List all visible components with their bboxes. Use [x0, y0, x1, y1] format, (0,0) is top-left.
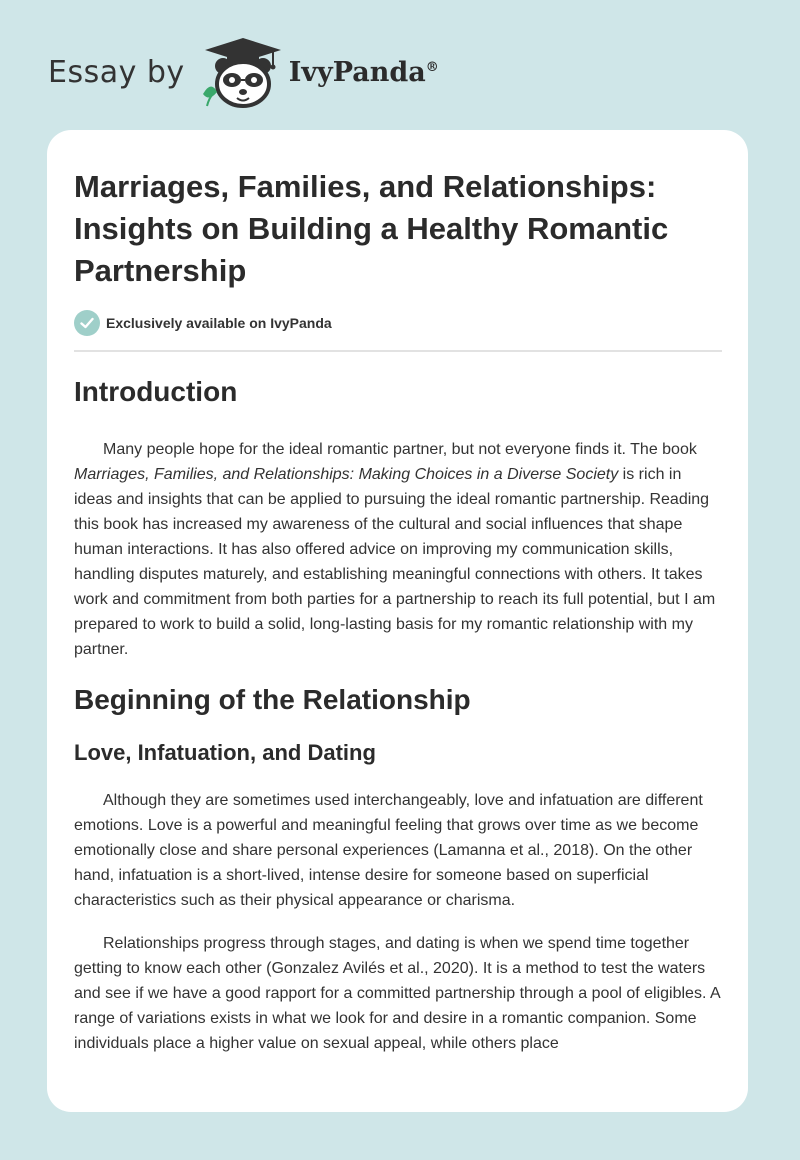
- ivypanda-logo[interactable]: [199, 36, 439, 108]
- site-header: [48, 32, 439, 112]
- intro-paragraph-start: Many people hope for the ideal romantic partner, but not everyone finds it. The book: [103, 441, 697, 458]
- book-title: Marriages, Families, and Relationships: Making Choices in a Diverse Society: [74, 466, 619, 483]
- heading-beginning-of-relationship: Beginning of the Relationship: [74, 684, 471, 715]
- love-paragraph-2: Relationships progress through stages, and dating is when we spend time together getting to know each other (Gonzalez Avilés et al., 2020). It is a method to test the waters and see if we have a good rapport for a committed partnership through a pool of eligibles. A range of variations exists in what we look for and desire in a romantic companion. Some individuals place a higher value on sexual appeal, while others place: [74, 935, 720, 1052]
- panda-logo-icon: [199, 36, 283, 108]
- page-title: Marriages, Families, and Relationships: Insights on Building a Healthy Romantic Partnership: [74, 169, 669, 288]
- registered-mark: ®: [425, 59, 439, 75]
- exclusive-badge: [74, 310, 722, 336]
- intro-paragraph: [74, 437, 722, 662]
- brand-name: IvyPanda: [288, 56, 426, 88]
- exclusive-label: Exclusively available on IvyPanda: [106, 315, 332, 331]
- essay-card: [47, 130, 748, 1112]
- love-paragraph-1: Although they are sometimes used interchangeably, love and infatuation are different emotions. Love is a powerful and meaningful feeling that grows over time as we become emotionally close and share personal experiences (Lamanna et al., 2018). On the other hand, infatuation is a short-lived, intense desire for someone based on superficial characteristics such as their physical appearance or charisma.: [74, 792, 703, 909]
- check-icon: [74, 310, 100, 336]
- intro-paragraph-end: is rich in ideas and insights that can be applied to pursuing the ideal romantic partnership. Reading this book has increased my awareness of the cultural and social influences that shape human interactions. It has also offered advice on improving my communication skills, handling disputes maturely, and establishing meaningful connections with others. It takes work and commitment from both parties for a partnership to reach its full potential, but I am prepared to work to build a solid, long-lasting basis for my romantic relationship with my partner.: [74, 466, 716, 658]
- heading-introduction: Introduction: [74, 376, 238, 407]
- essay-by-label: Essay by: [48, 54, 185, 90]
- title-divider: [74, 350, 722, 352]
- heading-love-infatuation-dating: Love, Infatuation, and Dating: [74, 740, 376, 765]
